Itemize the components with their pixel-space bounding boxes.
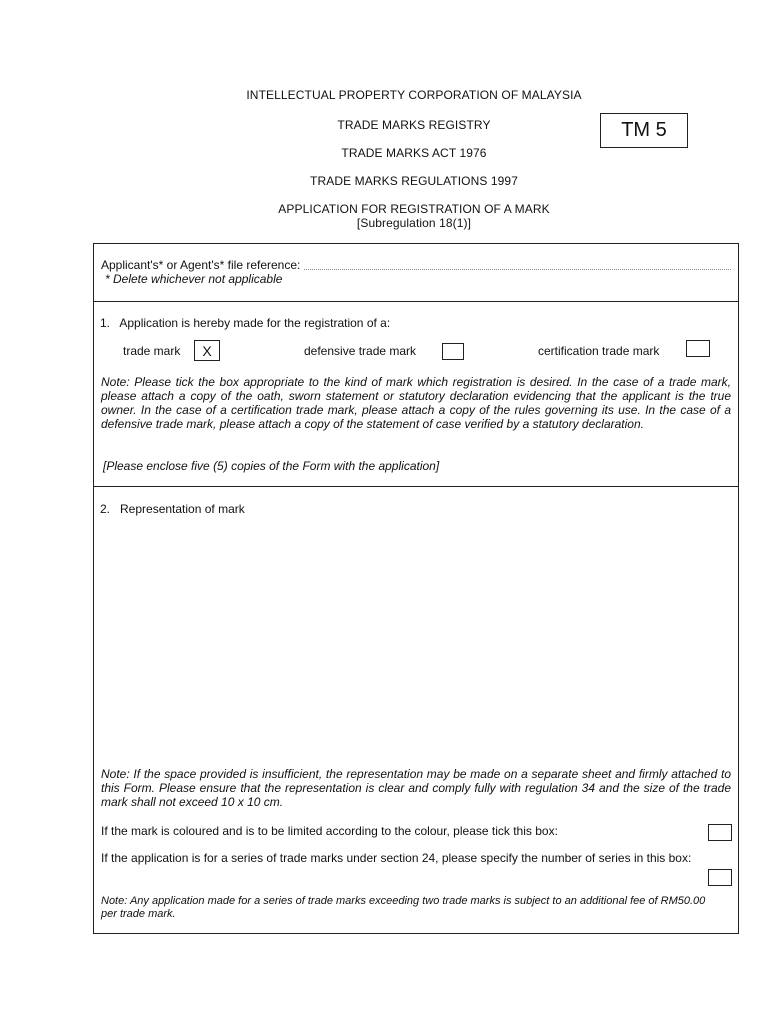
act-name: TRADE MARKS ACT 1976 [341, 146, 487, 160]
file-reference-label: Applicant's* or Agent's* file reference: [101, 258, 301, 272]
form-title-block [30, 202, 768, 230]
certification-trade-mark-checkbox[interactable] [686, 340, 710, 357]
organization-name: INTELLECTUAL PROPERTY CORPORATION OF MALAYSIA [246, 88, 582, 102]
form-frame [93, 243, 739, 934]
enclose-note: [Please enclose five (5) copies of the Form with the application] [103, 459, 440, 473]
form-code-box: TM 5 [600, 113, 688, 148]
option-certification-label: certification trade mark [538, 344, 660, 358]
defensive-trade-mark-checkbox[interactable] [442, 343, 464, 360]
form-title: APPLICATION FOR REGISTRATION OF A MARK [278, 202, 550, 216]
registry-name: TRADE MARKS REGISTRY [337, 118, 491, 132]
divider [94, 486, 738, 487]
section1-heading: 1. Application is hereby made for the registration of a: [100, 316, 391, 330]
series-question: If the application is for a series of trade marks under section 24, please specify the number of series in this box: [101, 851, 692, 865]
section2-note: Note: If the space provided is insufficient, the representation may be made on a separate sheet and firmly attached to this Form. Please ensure that the representation is clear and comply fully with regulation 34 and the size of the trade mark shall not exceed 10 x 10 cm. [101, 767, 731, 809]
series-number-box[interactable] [708, 869, 732, 886]
trade-mark-checkbox[interactable]: X [194, 340, 220, 361]
subregulation: [Subregulation 18(1)] [356, 216, 472, 230]
colour-checkbox[interactable] [708, 824, 732, 841]
section1-note: Note: Please tick the box appropriate to the kind of mark which registration is desired. In the case of a trade mark, please attach a copy of the oath, sworn statement or statutory declaration evidencing that the applicant is the true owner. In the case of a certification trade mark, please attach a copy of the rules governing its use. In the case of a defensive trade mark, please attach a copy of the statement of case verified by a statutory declaration. [101, 375, 731, 431]
file-reference-field[interactable] [304, 258, 731, 270]
representation-area[interactable] [101, 524, 731, 759]
option-defensive-label: defensive trade mark [304, 344, 417, 358]
divider [94, 301, 738, 302]
section2-heading: 2. Representation of mark [100, 502, 245, 516]
delete-note: * Delete whichever not applicable [105, 272, 283, 286]
colour-question: If the mark is coloured and is to be limited according to the colour, please tick this box: [101, 824, 558, 838]
option-trade-mark-label: trade mark [123, 344, 181, 358]
series-fee-note: Note: Any application made for a series of trade marks exceeding two trade marks is subject to an additional fee of RM50.00 per trade mark. [101, 895, 706, 920]
file-reference-row [101, 258, 731, 272]
regulations-name: TRADE MARKS REGULATIONS 1997 [310, 174, 518, 188]
